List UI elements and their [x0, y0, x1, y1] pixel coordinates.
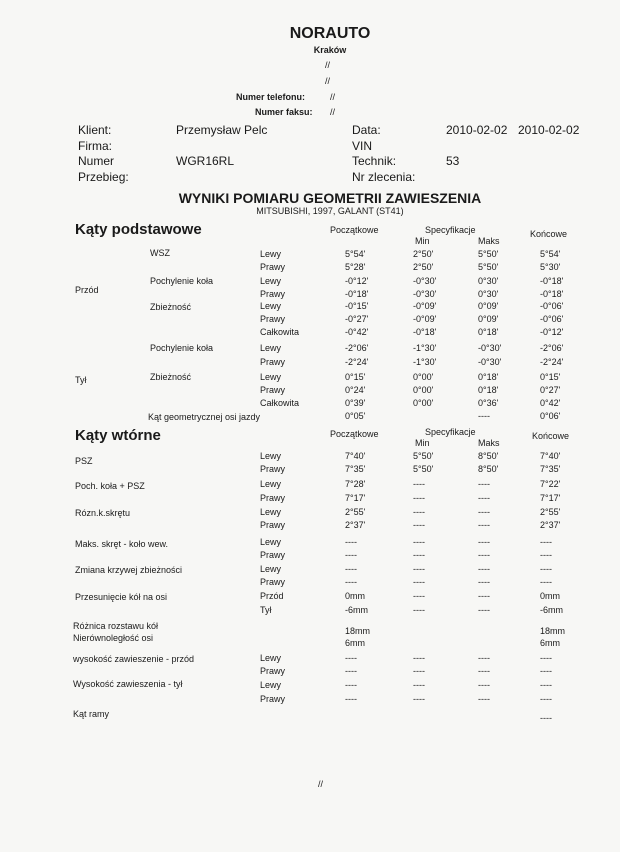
cell-fin: ----: [540, 694, 552, 704]
cell-max: ----: [478, 564, 490, 574]
cell-max: ----: [478, 591, 490, 601]
cell-max: 5°50': [478, 262, 499, 272]
cell-side: Lewy: [260, 479, 282, 489]
cell-max: -0°30': [478, 357, 502, 367]
cell-fin: 6mm: [540, 638, 560, 648]
cell-side: Prawy: [260, 289, 286, 299]
cell-side: Lewy: [260, 372, 282, 382]
cell-max: 0°30': [478, 276, 499, 286]
cell-fin: 7°22': [540, 479, 561, 489]
col-initial: Początkowe: [330, 429, 379, 439]
cell-min: -1°30': [413, 343, 437, 353]
cell-max: 0°30': [478, 289, 499, 299]
order-label: Nr zlecenia:: [352, 170, 416, 184]
row-label: wysokość zawieszenie - przód: [73, 654, 195, 664]
number-value: WGR16RL: [176, 154, 235, 168]
cell-max: ----: [478, 605, 490, 615]
city: Kraków: [313, 45, 347, 55]
cell-min: 5°50': [413, 464, 434, 474]
cell-fin: -6mm: [540, 605, 563, 615]
cell-fin: 0°42': [540, 398, 561, 408]
row-label: Różnica rozstawu kół: [73, 621, 159, 631]
cell-side: Prawy: [260, 493, 286, 503]
cell-min: 2°50': [413, 249, 434, 259]
row-label: Rózn.k.skrętu: [75, 508, 131, 518]
fax-label: Numer faksu:: [255, 107, 313, 117]
cell-fin: -0°12': [540, 327, 564, 337]
cell-init: ----: [345, 577, 357, 587]
cell-min: ----: [413, 680, 425, 690]
cell-max: ----: [478, 680, 490, 690]
cell-min: ----: [413, 577, 425, 587]
cell-init: 7°35': [345, 464, 366, 474]
date-label: Data:: [352, 123, 381, 137]
cell-max: 0°09': [478, 314, 499, 324]
firm-label: Firma:: [78, 139, 112, 153]
col-max: Maks: [478, 438, 500, 448]
cell-side: Lewy: [260, 343, 282, 353]
cell-min: ----: [413, 550, 425, 560]
cell-init: -2°06': [345, 343, 369, 353]
cell-fin: -0°06': [540, 301, 564, 311]
cell-min: 0°00': [413, 398, 434, 408]
cell-init: 0°15': [345, 372, 366, 382]
cell-max: ----: [478, 577, 490, 587]
cell-fin: 0°06': [540, 411, 561, 421]
cell-init: -0°12': [345, 276, 369, 286]
cell-init: ----: [345, 680, 357, 690]
cell-init: 7°40': [345, 451, 366, 461]
cell-fin: -0°18': [540, 289, 564, 299]
cell-side: Prawy: [260, 385, 286, 395]
phone-value: //: [330, 92, 336, 102]
cell-side: Tył: [260, 605, 272, 615]
vehicle-info: MITSUBISHI, 1997, GALANT (ST41): [256, 206, 404, 216]
row-label: Maks. skręt - koło wew.: [75, 539, 169, 549]
col-final: Końcowe: [532, 431, 570, 441]
cell-side: Lewy: [260, 451, 282, 461]
row-label: Kąt ramy: [73, 709, 110, 719]
cell-max: ----: [478, 666, 490, 676]
cell-max: 8°50': [478, 451, 499, 461]
group-label: Pochylenie koła: [150, 276, 214, 286]
axis-label: Kąt geometrycznej osi jazdy: [148, 412, 261, 422]
client-label: Klient:: [78, 123, 112, 137]
cell-fin: 0mm: [540, 591, 560, 601]
mileage-label: Przebieg:: [78, 170, 129, 184]
cell-min: -1°30': [413, 357, 437, 367]
footer-mark: //: [318, 779, 324, 789]
cell-side: Całkowita: [260, 327, 300, 337]
cell-init: -0°42': [345, 327, 369, 337]
row-label: Poch. koła + PSZ: [75, 481, 145, 491]
cell-min: 0°00': [413, 372, 434, 382]
cell-max: 0°36': [478, 398, 499, 408]
cell-min: ----: [413, 520, 425, 530]
cell-min: ----: [413, 694, 425, 704]
cell-min: -0°18': [413, 327, 437, 337]
cell-init: 5°54': [345, 249, 366, 259]
cell-init: 0°24': [345, 385, 366, 395]
group-label: Zbieżność: [150, 372, 192, 382]
cell-init: 2°55': [345, 507, 366, 517]
cell-max: ----: [478, 411, 490, 421]
cell-side: Lewy: [260, 507, 282, 517]
cell-max: 5°50': [478, 249, 499, 259]
header-slash-2: //: [325, 76, 331, 86]
cell-max: ----: [478, 507, 490, 517]
cell-side: Lewy: [260, 564, 282, 574]
cell-side: Prawy: [260, 357, 286, 367]
date-value-2: 2010-02-02: [518, 123, 580, 137]
cell-fin: 7°35': [540, 464, 561, 474]
cell-max: 0°09': [478, 301, 499, 311]
front-label: Przód: [75, 285, 99, 295]
cell-min: 0°00': [413, 385, 434, 395]
cell-init: ----: [345, 564, 357, 574]
cell-fin: 0°27': [540, 385, 561, 395]
cell-fin: 5°30': [540, 262, 561, 272]
cell-init: 7°28': [345, 479, 366, 489]
cell-min: 5°50': [413, 451, 434, 461]
cell-init: 6mm: [345, 638, 365, 648]
col-spec: Specyfikacje: [425, 225, 476, 235]
col-final: Końcowe: [530, 229, 568, 239]
cell-init: -0°18': [345, 289, 369, 299]
row-label: Wysokość zawieszenia - tył: [73, 679, 183, 689]
cell-fin: 7°40': [540, 451, 561, 461]
col-min: Min: [415, 438, 430, 448]
cell-fin: ----: [540, 713, 552, 723]
cell-init: 5°28': [345, 262, 366, 272]
cell-side: Lewy: [260, 537, 282, 547]
col-spec: Specyfikacje: [425, 427, 476, 437]
cell-side: Prawy: [260, 464, 286, 474]
cell-side: Prawy: [260, 666, 286, 676]
col-initial: Początkowe: [330, 225, 379, 235]
cell-fin: 5°54': [540, 249, 561, 259]
cell-init: -0°27': [345, 314, 369, 324]
group-label: Pochylenie koła: [150, 343, 214, 353]
cell-max: ----: [478, 653, 490, 663]
row-label: PSZ: [75, 456, 93, 466]
cell-min: ----: [413, 493, 425, 503]
header-slash-1: //: [325, 60, 331, 70]
cell-init: -2°24': [345, 357, 369, 367]
report-title: WYNIKI POMIARU GEOMETRII ZAWIESZENIA: [178, 190, 482, 206]
cell-max: 0°18': [478, 372, 499, 382]
cell-fin: ----: [540, 653, 552, 663]
number-label: Numer: [78, 154, 115, 168]
cell-min: ----: [413, 666, 425, 676]
cell-min: -0°09': [413, 301, 437, 311]
cell-fin: -2°24': [540, 357, 564, 367]
cell-max: 0°18': [478, 385, 499, 395]
cell-side: Prawy: [260, 520, 286, 530]
rear-label: Tył: [75, 375, 87, 385]
cell-side: Przód: [260, 591, 284, 601]
cell-init: -6mm: [345, 605, 368, 615]
cell-side: Całkowita: [260, 398, 300, 408]
cell-init: ----: [345, 550, 357, 560]
cell-min: ----: [413, 605, 425, 615]
vin-label: VIN: [352, 139, 373, 153]
cell-min: -0°30': [413, 276, 437, 286]
cell-init: 7°17': [345, 493, 366, 503]
tech-label: Technik:: [352, 154, 397, 168]
cell-init: 0mm: [345, 591, 365, 601]
tech-value: 53: [446, 154, 460, 168]
cell-init: 0°39': [345, 398, 366, 408]
cell-init: 0°05': [345, 411, 366, 421]
cell-init: ----: [345, 537, 357, 547]
cell-side: Prawy: [260, 550, 286, 560]
cell-fin: -0°06': [540, 314, 564, 324]
cell-side: Prawy: [260, 314, 286, 324]
cell-min: -0°09': [413, 314, 437, 324]
cell-side: Lewy: [260, 301, 282, 311]
cell-max: ----: [478, 694, 490, 704]
cell-fin: ----: [540, 550, 552, 560]
client-value: Przemysław Pelc: [176, 123, 268, 137]
cell-init: ----: [345, 653, 357, 663]
cell-init: 18mm: [345, 626, 371, 636]
cell-min: ----: [413, 479, 425, 489]
cell-max: ----: [478, 550, 490, 560]
cell-max: 0°18': [478, 327, 499, 337]
section2-title: Kąty wtórne: [75, 427, 161, 444]
cell-fin: ----: [540, 577, 552, 587]
cell-side: Lewy: [260, 276, 282, 286]
cell-max: ----: [478, 493, 490, 503]
col-max: Maks: [478, 236, 500, 246]
cell-side: Lewy: [260, 680, 282, 690]
cell-max: ----: [478, 479, 490, 489]
cell-min: -0°30': [413, 289, 437, 299]
cell-min: ----: [413, 653, 425, 663]
group-label: WSZ: [150, 248, 170, 258]
cell-max: 8°50': [478, 464, 499, 474]
cell-side: Lewy: [260, 249, 282, 259]
cell-fin: -0°18': [540, 276, 564, 286]
cell-min: ----: [413, 507, 425, 517]
row-label: Nierównoległość osi: [73, 633, 154, 643]
cell-fin: 2°55': [540, 507, 561, 517]
cell-init: -0°15': [345, 301, 369, 311]
cell-fin: ----: [540, 666, 552, 676]
cell-side: Lewy: [260, 653, 282, 663]
company-name: NORAUTO: [289, 25, 371, 42]
cell-init: 2°37': [345, 520, 366, 530]
cell-min: 2°50': [413, 262, 434, 272]
cell-max: ----: [478, 520, 490, 530]
cell-max: -0°30': [478, 343, 502, 353]
cell-fin: -2°06': [540, 343, 564, 353]
cell-min: ----: [413, 564, 425, 574]
cell-min: ----: [413, 537, 425, 547]
cell-fin: ----: [540, 537, 552, 547]
cell-side: Prawy: [260, 262, 286, 272]
date-value-1: 2010-02-02: [446, 123, 508, 137]
cell-fin: 7°17': [540, 493, 561, 503]
cell-init: ----: [345, 666, 357, 676]
col-min: Min: [415, 236, 430, 246]
row-label: Przesunięcie kół na osi: [75, 592, 168, 602]
cell-max: ----: [478, 537, 490, 547]
cell-init: ----: [345, 694, 357, 704]
cell-side: Prawy: [260, 577, 286, 587]
row-label: Zmiana krzywej zbieżności: [75, 565, 183, 575]
cell-fin: 18mm: [540, 626, 566, 636]
cell-fin: ----: [540, 680, 552, 690]
cell-min: ----: [413, 591, 425, 601]
cell-side: Prawy: [260, 694, 286, 704]
cell-fin: 2°37': [540, 520, 561, 530]
cell-fin: ----: [540, 564, 552, 574]
cell-fin: 0°15': [540, 372, 561, 382]
group-label: Zbieżność: [150, 302, 192, 312]
section1-title: Kąty podstawowe: [75, 221, 202, 238]
fax-value: //: [330, 107, 336, 117]
phone-label: Numer telefonu:: [236, 92, 306, 102]
